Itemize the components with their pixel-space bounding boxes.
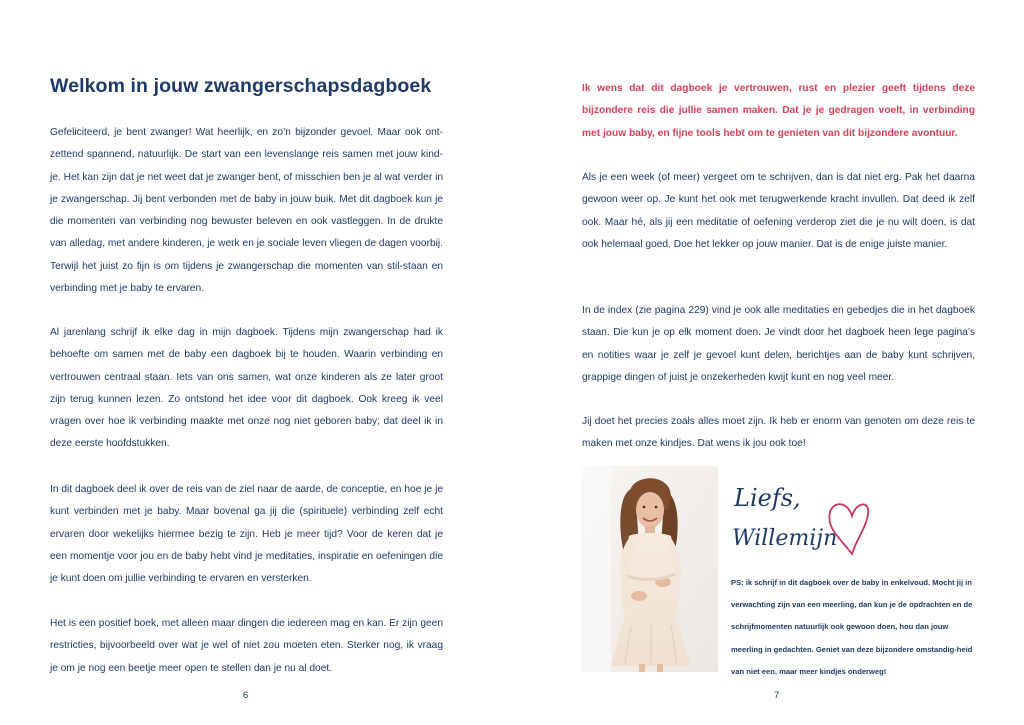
paragraph-index: In de index (zie pagina 229) vind je ook alle meditaties en gebedjes die in het dagboek staan. Die kun je op elk moment doen. Je vindt door het dagboek heen lege pagina’s en notities waar je zelf je gevoel kunt delen, berichtjes aan de baby kunt schrijven, grappige dingen of juist je onzekerheden kwijt kunt en nog veel meer. xyxy=(582,305,975,383)
paragraph-congratulations: Gefeliciteerd, je bent zwanger! Wat heerlijk, en zo’n bijzonder gevoel. Maar ook ont-zettend spannend, natuurlijk. De start van een levenslange reis samen met jouw kind-je. Het kan zijn dat je net weet dat je zwanger bent, of misschien ben je al wat verder in je zwangerschap. Jij bent verbonden met de baby in jouw buik. Met dit dagboek kun je die momenten van verbinding nog bewuster beleven en ook vastleggen. In de drukte van alledag, met andere kinderen, je werk en je sociale leven vliegen de dagen voorbij. Terwijl het juist zo fijn is om tijdens je zwangerschap die momenten van stil-staan en verbinding met je baby te ervaren. xyxy=(50,127,443,295)
author-photo xyxy=(581,466,718,672)
paragraph-positive-book: Het is een positief boek, met alleen maar dingen die iedereen mag en kan. Er zijn geen restricties, bijvoorbeeld over wat je wel of niet zou moeten eten. Sterker nog, ik vraag je om je nog een beetje meer open te stellen dan je nu al doet. xyxy=(50,618,443,674)
paragraph-diary-origin: Al jarenlang schrijf ik elke dag in mijn dagboek. Tijdens mijn zwangerschap had ik behoefte om samen met de baby een dagboek bij te houden. Waarin verbinding en vertrouwen centraal staan. Iets van ons samen, wat onze kinderen als ze later groot zijn terug kunnen lezen. Zo ontstond het idee voor dit dagboek. Ook kreeg ik veel vragen over hoe ik verbinding maakte met onze nog niet geboren baby; dat deel ik in deze eerste hoofdstukken. xyxy=(50,327,443,450)
signature-name: Willemijn xyxy=(732,526,838,551)
postscript: PS: ik schrijf in dit dagboek over de baby in enkelvoud. Mocht jij in verwachting zijn van een meerling, dan kun je de opdrachten en de schrijfmomenten natuurlijk ook gewoon doen, hou dan jouw meerling in gedachten. Geniet van deze bijzondere omstandig-heid van niet een, maar meer kindjes onderweg! xyxy=(731,578,973,676)
paragraph-journey: In dit dagboek deel ik over de reis van de ziel naar de aarde, de conceptie, en hoe je je kunt verbinden met je baby. Maar bovenal ga jij die (spirituele) verbinding zelf echt ervaren door wekelijks hiermee bezig te zijn. Heb je meer tijd? Voor de keren dat je een momentje voor jou en de baby hebt vind je meditaties, inspiratie en oefeningen die je kunt doen om jullie verbinding te ervaren en versterken. xyxy=(50,484,443,585)
paragraph-forget-writing: Als je een week (of meer) vergeet om te schrijven, dan is dat niet erg. Pak het daarna gewoon weer op. Je kunt het ook met terugwerkende kracht invullen. Dat deed ik zelf ook. Maar hé, als jij een meditatie of oefening verderop ziet die je nu wilt doen, is dat ook helemaal goed. Doe het lekker op jouw manier. Dat is de enige juiste manier. xyxy=(582,172,975,250)
signature-greeting: Liefs, xyxy=(734,484,801,512)
paragraph-closing: Jij doet het precies zoals alles moet zijn. Ik heb er enorm van genoten om deze reis te maken met onze kindjes. Dat wens ik jou ook toe! xyxy=(582,416,975,450)
right-page xyxy=(512,0,1024,725)
page-number: 7 xyxy=(774,690,780,701)
page-number: 6 xyxy=(243,690,249,701)
intro-wish: Ik wens dat dit dagboek je vertrouwen, rust en plezier geeft tijdens deze bijzondere reis die jullie samen maken. Dat je je gedragen voelt, in verbinding met jouw baby, en fijne tools hebt om te genieten van dit bijzondere avontuur. xyxy=(582,83,975,139)
signature xyxy=(730,470,870,565)
page-title: Welkom in jouw zwangerschapsdagboek xyxy=(50,75,432,97)
